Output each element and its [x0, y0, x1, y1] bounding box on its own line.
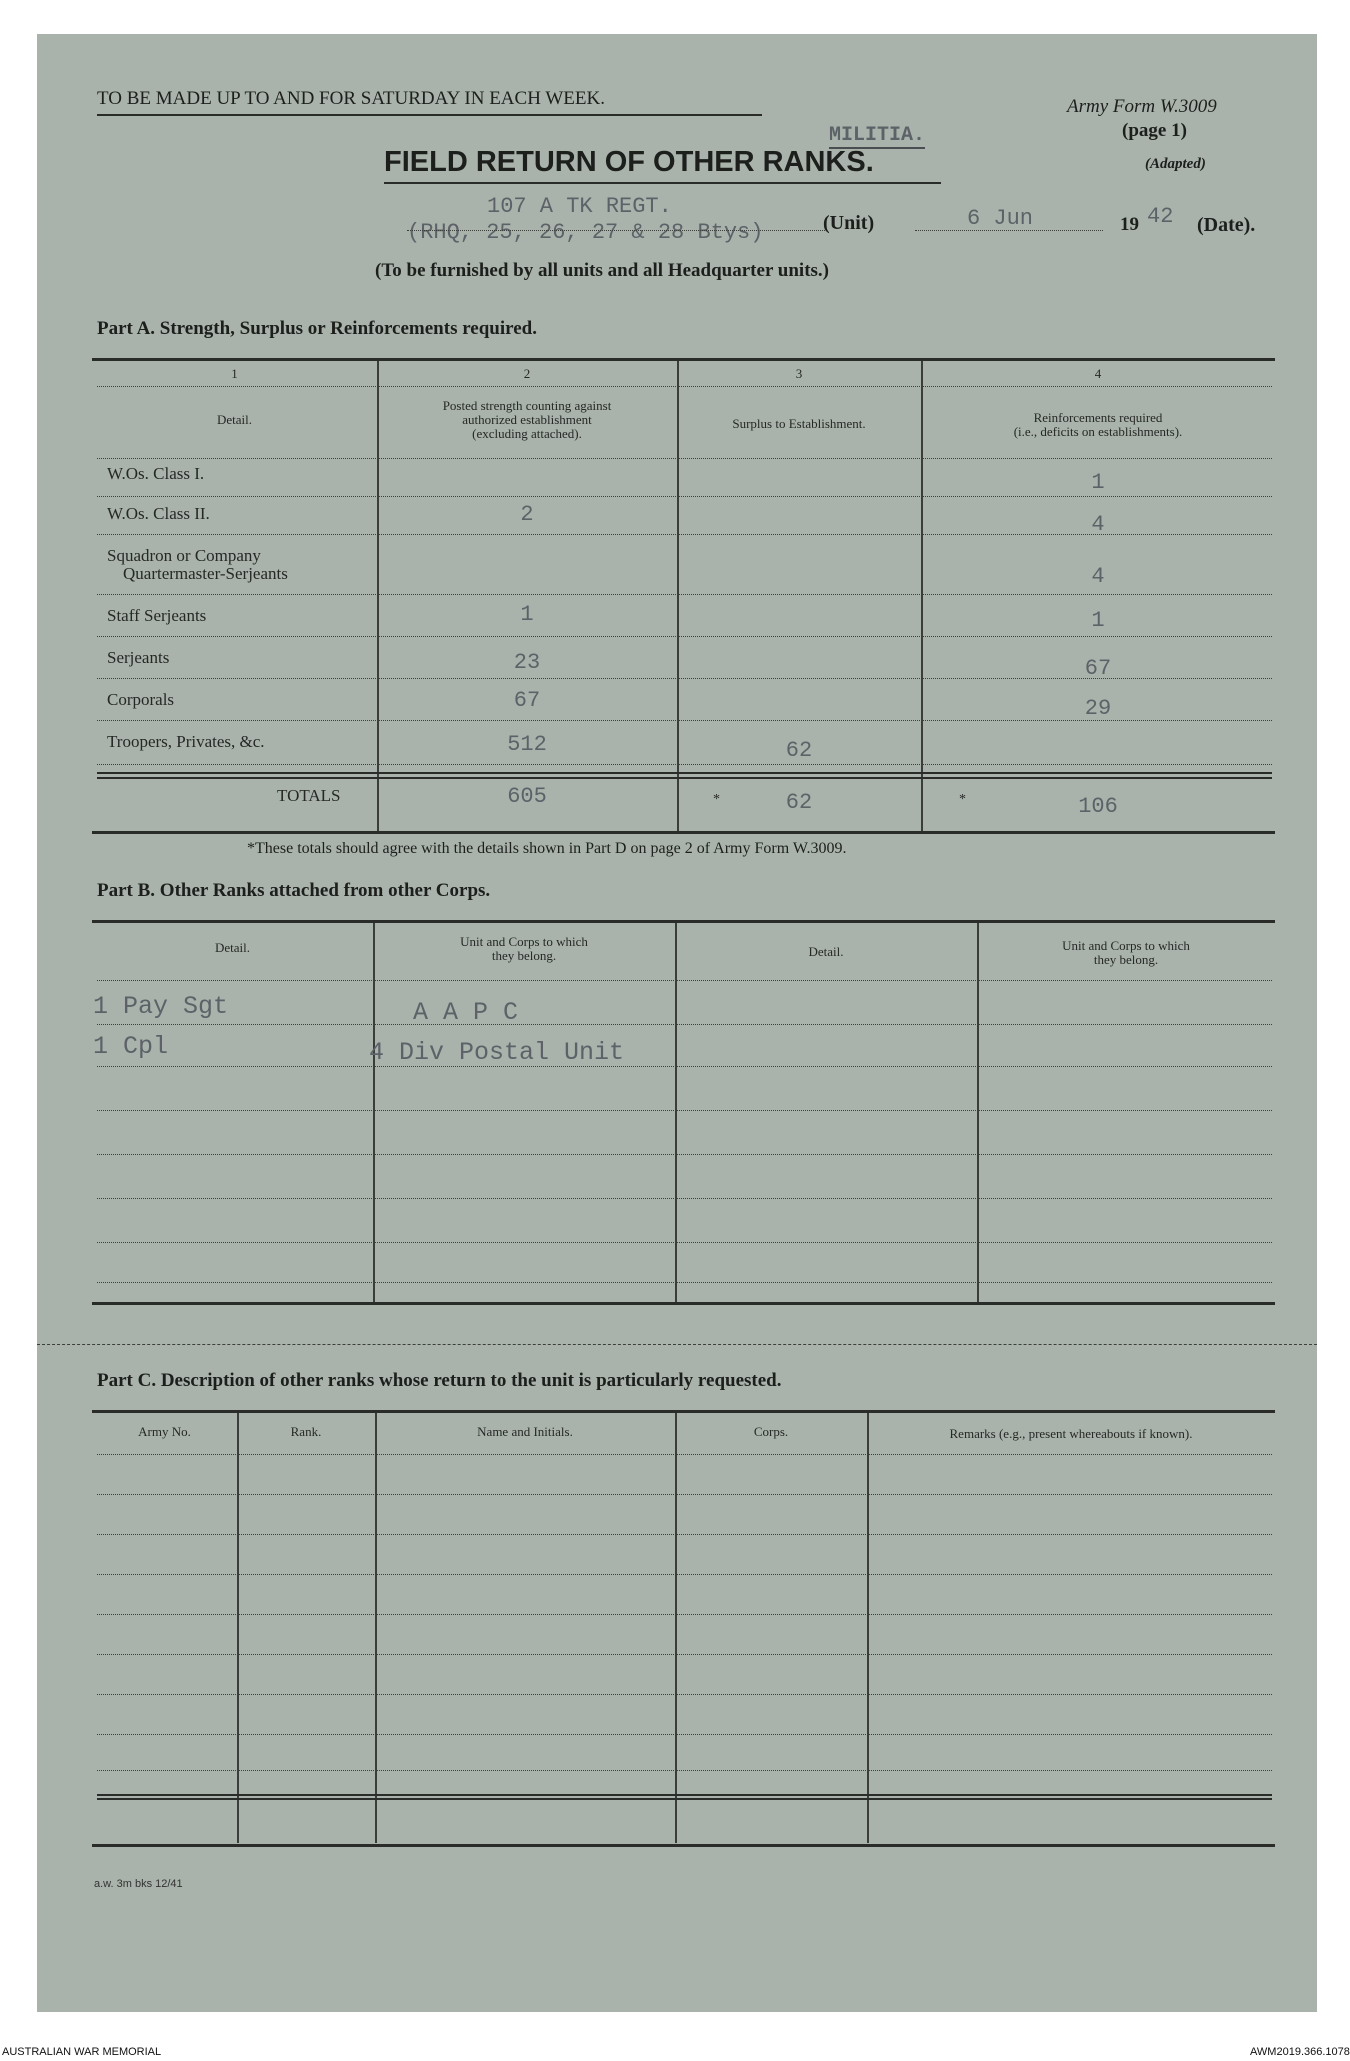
part-b-col-detail-right: Detail.: [808, 944, 844, 959]
part-c-rule: [97, 1614, 1272, 1615]
date-dotted-line: [915, 230, 1103, 231]
form-sheet: [37, 34, 1317, 2012]
part-a-bottom-rule: [92, 831, 1275, 834]
part-c-divider-4: [867, 1413, 869, 1843]
col-posted-header-1: Posted strength counting against: [442, 398, 612, 413]
date-value: 6 Jun: [967, 206, 1034, 231]
part-c-col-rank: Rank.: [290, 1424, 322, 1439]
row-rule: [97, 678, 1272, 679]
part-b-rule: [97, 1282, 1272, 1283]
year-prefix: 19: [1120, 214, 1139, 235]
attached-unit: A A P C: [413, 998, 519, 1027]
row-posted-strength: 67: [513, 688, 541, 713]
row-detail: Squadron or Company: [107, 546, 261, 565]
adapted-note: (Adapted): [1145, 156, 1206, 172]
col-posted-header-3: (excluding attached).: [472, 426, 582, 441]
row-rule: [97, 636, 1272, 637]
totals-reinforcements: 106: [1078, 794, 1118, 819]
part-c-rule: [97, 1574, 1272, 1575]
part-b-col-detail-left: Detail.: [214, 940, 250, 955]
part-b-rule: [97, 980, 1272, 981]
row-detail: Troopers, Privates, &c.: [107, 732, 265, 751]
totals-top-rule-2: [97, 777, 1272, 779]
row-reinforcements: 29: [1084, 696, 1112, 721]
part-b-rule: [97, 1024, 1272, 1025]
part-c-rule: [97, 1734, 1272, 1735]
row-rule: [97, 720, 1272, 721]
unit-label: (Unit): [823, 212, 875, 234]
row-detail: W.Os. Class II.: [107, 504, 210, 523]
totals-label: TOTALS: [277, 786, 341, 805]
totals-surplus-asterisk: *: [713, 792, 720, 807]
col-reinf-header-2: (i.e., deficits on establishments).: [1013, 424, 1183, 439]
part-b-rule: [97, 1110, 1272, 1111]
totals-surplus: 62: [785, 790, 813, 815]
part-b-rule: [97, 1242, 1272, 1243]
row-detail: W.Os. Class I.: [107, 464, 205, 483]
part-b-heading: Part B. Other Ranks attached from other Corps.: [97, 880, 491, 901]
part-c-col-name: Name and Initials.: [477, 1424, 573, 1439]
form-reference: Army Form W.3009: [1067, 96, 1217, 117]
part-b-bottom-rule: [92, 1302, 1275, 1305]
row-reinforcements: 1: [1091, 470, 1105, 495]
row-posted-strength: 1: [520, 602, 534, 627]
militia-stamp: MILITIA.: [829, 124, 926, 147]
col-number-2: 2: [523, 366, 531, 381]
row-reinforcements: 4: [1091, 512, 1105, 537]
year-value: 42: [1147, 204, 1174, 229]
part-c-col-corps: Corps.: [753, 1424, 789, 1439]
part-c-rule: [97, 1454, 1272, 1455]
part-c-top-rule: [92, 1410, 1275, 1413]
part-c-divider-2: [375, 1413, 377, 1843]
row-detail: Serjeants: [107, 648, 170, 667]
part-c-divider-3: [675, 1413, 677, 1843]
unit-dotted-line: [407, 230, 827, 231]
part-c-rule: [97, 1494, 1272, 1495]
form-subtitle: (To be furnished by all units and all Headquarter units.): [375, 260, 829, 281]
part-b-col-unit-right-1: Unit and Corps to which: [1062, 938, 1190, 953]
title-underline: [384, 182, 941, 184]
col-posted-header-2: authorized establishment: [462, 412, 592, 427]
part-b-rule: [97, 1198, 1272, 1199]
part-b-col-unit-left-2: they belong.: [491, 948, 557, 963]
col-number-4: 4: [1094, 366, 1102, 381]
col-reinf-header-1: Reinforcements required: [1033, 410, 1163, 425]
part-c-rule: [97, 1534, 1272, 1535]
unit-value-line1: 107 A TK REGT.: [487, 194, 672, 219]
row-posted-strength: 23: [513, 650, 541, 675]
unit-value-line2: (RHQ, 25, 26, 27 & 28 Btys): [407, 220, 764, 245]
archive-credit: AUSTRALIAN WAR MEMORIAL: [2, 2046, 162, 2058]
row-reinforcements: 67: [1084, 656, 1112, 681]
totals-footnote: *These totals should agree with the details shown in Part D on page 2 of Army Form W.3009.: [247, 840, 847, 857]
col-detail-header: Detail.: [216, 412, 252, 427]
part-c-double-rule: [97, 1794, 1272, 1796]
part-c-bottom-rule: [92, 1844, 1275, 1847]
attached-detail: 1 Pay Sgt: [93, 992, 229, 1021]
part-c-rule: [97, 1694, 1272, 1695]
row-detail-continued: Quartermaster-Serjeants: [123, 564, 288, 583]
row-rule: [97, 764, 1272, 765]
row-posted-strength: 2: [520, 502, 534, 527]
part-b-col-unit-right-2: they belong.: [1093, 952, 1159, 967]
row-reinforcements: 4: [1091, 564, 1105, 589]
form-title: FIELD RETURN OF OTHER RANKS.: [384, 146, 874, 178]
part-b-col-unit-left-1: Unit and Corps to which: [460, 934, 588, 949]
col-number-3: 3: [795, 366, 803, 381]
row-reinforcements: 1: [1091, 608, 1105, 633]
row-rule: [97, 534, 1272, 535]
col-number-rule: [97, 386, 1272, 387]
archive-reference: AWM2019.366.1078: [1250, 2046, 1350, 2058]
part-b-rule: [97, 1066, 1272, 1067]
part-c-divider-1: [237, 1413, 239, 1843]
part-c-rule: [97, 1654, 1272, 1655]
header-rule: [97, 458, 1272, 459]
page-number: (page 1): [1122, 120, 1187, 141]
part-b-rule: [97, 1154, 1272, 1155]
row-rule: [97, 496, 1272, 497]
date-label: (Date).: [1197, 214, 1256, 236]
totals-top-rule-1: [97, 772, 1272, 774]
part-c-col-army-no: Army No.: [138, 1424, 191, 1439]
row-detail: Staff Serjeants: [107, 606, 207, 625]
weekly-instruction: TO BE MADE UP TO AND FOR SATURDAY IN EACH WEEK.: [97, 88, 605, 109]
totals-reinf-asterisk: *: [959, 792, 966, 807]
print-code: a.w. 3m bks 12/41: [94, 1878, 183, 1890]
part-a-top-rule: [92, 358, 1275, 361]
row-surplus: 62: [785, 738, 813, 763]
part-c-double-rule: [97, 1798, 1272, 1800]
row-detail: Corporals: [107, 690, 175, 709]
attached-detail: 1 Cpl: [93, 1032, 169, 1061]
row-rule: [97, 594, 1272, 595]
part-c-col-remarks: Remarks (e.g., present whereabouts if known).: [949, 1426, 1193, 1441]
col-surplus-header: Surplus to Establishment.: [732, 416, 866, 431]
row-posted-strength: 512: [507, 732, 547, 757]
attached-unit: 4 Div Postal Unit: [369, 1038, 625, 1067]
part-c-rule: [97, 1770, 1272, 1771]
totals-posted: 605: [507, 784, 547, 809]
instruction-underline: [97, 114, 762, 116]
tear-line: [37, 1344, 1317, 1345]
part-c-heading: Part C. Description of other ranks whose return to the unit is particularly requested.: [97, 1370, 782, 1391]
part-b-top-rule: [92, 920, 1275, 923]
part-a-heading: Part A. Strength, Surplus or Reinforcements required.: [97, 318, 537, 339]
col-number-1: 1: [231, 366, 238, 381]
